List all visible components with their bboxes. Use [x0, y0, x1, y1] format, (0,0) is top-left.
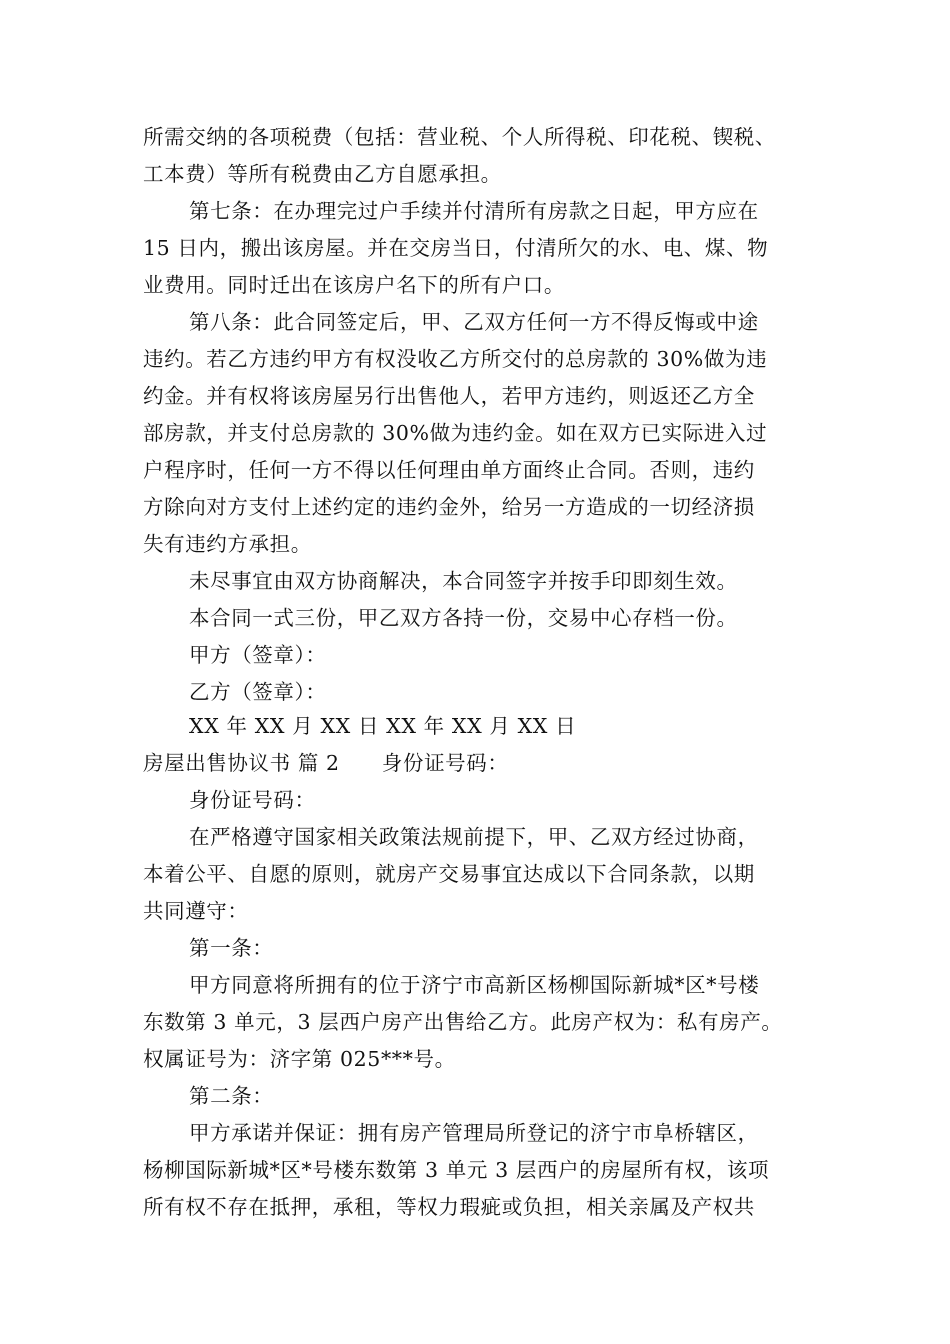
text-line: 业费用。同时迁出在该房户名下的所有户口。: [143, 273, 565, 297]
clause-heading: 第一条：: [189, 936, 274, 960]
text-line: 本合同一式三份，甲乙双方各持一份，交易中心存档一份。: [189, 606, 738, 630]
text-line: 15 日内，搬出该房屋。并在交房当日，付清所欠的水、电、煤、物: [143, 236, 769, 260]
text-line: 未尽事宜由双方协商解决，本合同签字并按手印即刻生效。: [189, 569, 738, 593]
text-line: 方除向对方支付上述约定的违约金外，给另一方造成的一切经济损: [143, 495, 755, 519]
text-line: 甲方承诺并保证：拥有房产管理局所登记的济宁市阜桥辖区，: [189, 1121, 759, 1145]
text-line: 身份证号码：: [189, 788, 316, 812]
text-line: 第八条：此合同签定后，甲、乙双方任何一方不得反悔或中途: [189, 310, 759, 334]
text-line: 甲方同意将所拥有的位于济宁市高新区杨柳国际新城*区*号楼: [189, 973, 760, 997]
text-line: 失有违约方承担。: [143, 532, 312, 556]
text-line: 约金。并有权将该房屋另行出售他人，若甲方违约，则返还乙方全: [143, 384, 755, 408]
text-line: 工本费）等所有税费由乙方自愿承担。: [143, 162, 502, 186]
clause-heading: 第二条：: [189, 1084, 274, 1108]
text-line: 权属证号为：济字第 025***号。: [143, 1047, 456, 1071]
section-heading: 房屋出售协议书 篇 2 身份证号码：: [143, 751, 509, 775]
text-line: 本着公平、自愿的原则，就房产交易事宜达成以下合同条款，以期: [143, 862, 755, 886]
text-line: 杨柳国际新城*区*号楼东数第 3 单元 3 层西户的房屋所有权，该项: [143, 1158, 770, 1182]
text-line: 在严格遵守国家相关政策法规前提下，甲、乙双方经过协商，: [189, 825, 759, 849]
text-line: 违约。若乙方违约甲方有权没收乙方所交付的总房款的 30%做为违: [143, 347, 768, 371]
text-line: 东数第 3 单元，3 层西户房产出售给乙方。此房产权为：私有房产。: [143, 1010, 783, 1034]
signature-label-party-b: 乙方（签章）：: [189, 680, 327, 704]
signature-label-party-a: 甲方（签章）：: [189, 643, 327, 667]
text-line: 共同遵守：: [143, 899, 249, 923]
text-line: 部房款，并支付总房款的 30%做为违约金。如在双方已实际进入过: [143, 421, 768, 445]
text-line: 第七条：在办理完过户手续并付清所有房款之日起，甲方应在: [189, 199, 759, 223]
text-line: 所有权不存在抵押，承租，等权力瑕疵或负担，相关亲属及产权共: [143, 1195, 755, 1219]
text-line: 户程序时，任何一方不得以任何理由单方面终止合同。否则，违约: [143, 458, 755, 482]
date-line: XX 年 XX 月 XX 日 XX 年 XX 月 XX 日: [189, 714, 577, 738]
text-line: 所需交纳的各项税费（包括：营业税、个人所得税、印花税、锲税、: [143, 125, 776, 149]
